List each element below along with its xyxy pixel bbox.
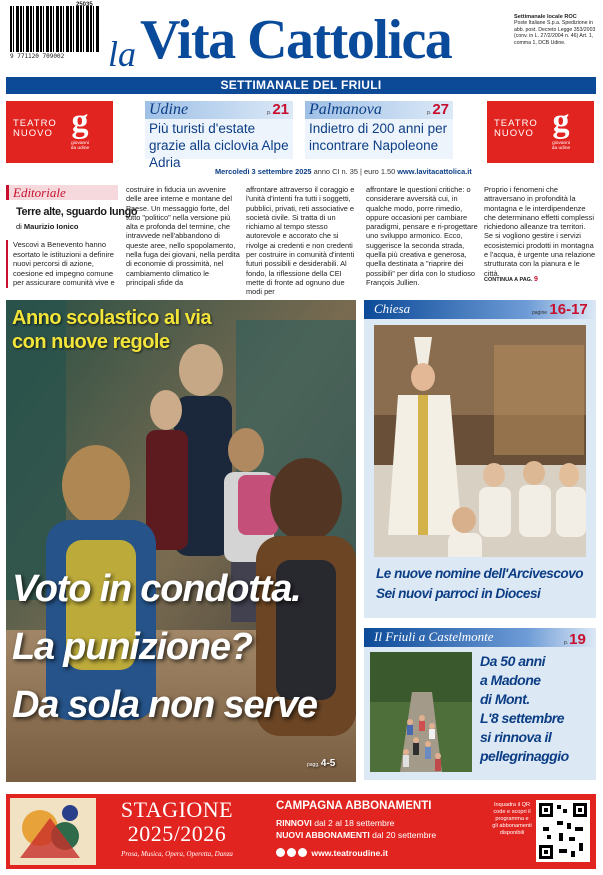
section-page-ref: pagine 16-17: [532, 301, 588, 318]
editorial-title[interactable]: Terre alte, sguardo lungo: [16, 206, 138, 218]
editorial-column-1: Vescovi a Benevento hanno esortato le istituzioni a definire nuovi percorsi di azione, coesione ed impegno comune per assicurare comunità vive e: [6, 240, 120, 288]
barcode: [10, 6, 100, 64]
hero-page-ref: pagg. 4-5: [307, 758, 336, 769]
teaser-text: Indietro di 200 anni per incontrare Napoleone: [305, 119, 453, 159]
teatro-nuovo-ad-left[interactable]: [6, 101, 113, 163]
issue-code: 25035: [76, 2, 93, 8]
section-header: Chiesa: [364, 300, 596, 319]
instagram-icon[interactable]: [276, 848, 285, 857]
teatro-nuovo-ad-right[interactable]: [487, 101, 594, 163]
season-subscription-ad[interactable]: [6, 794, 596, 869]
teaser-udine[interactable]: [145, 101, 293, 170]
hero-kicker: Anno scolastico al via con nuove regole: [12, 307, 212, 353]
pilgrimage-illustration: [370, 652, 472, 772]
editorial-column-5: Proprio i fenomeni che attraversano in profondità la montagna e le interdipendenze che determinano effetti complessi richiedono alleanze tra territori. Se si vogliono gestire i servizi ecosistemici prodotti in montagna e l'acqua, è urgente una relazione strutturata con la pianura e le città.: [484, 185, 596, 278]
teatro-wordmark: TEATRO NUOVO: [13, 118, 57, 139]
campaign-title: CAMPAGNA ABBONAMENTI: [276, 800, 432, 812]
youtube-icon[interactable]: [298, 848, 307, 857]
new-subscriptions-line: NUOVI ABBONAMENTI dal 20 settembre: [276, 830, 437, 840]
dateline: [215, 167, 472, 176]
barcode-number: 9 771120 709002: [10, 53, 65, 60]
newspaper-logo[interactable]: [108, 10, 451, 76]
legal-notice: [514, 14, 600, 46]
qr-code-icon[interactable]: [536, 800, 590, 862]
teatro-wordmark: TEATRO NUOVO: [494, 118, 538, 139]
ad-website[interactable]: www.teatroudine.it: [276, 848, 388, 858]
website-link[interactable]: www.lavitacattolica.it: [397, 167, 472, 176]
editorial-author: di Maurizio Ionico: [16, 222, 79, 231]
logo-prefix: la: [108, 34, 137, 74]
renew-line: RINNOVI dal 2 al 18 settembre: [276, 818, 395, 828]
season-title: STAGIONE 2025/2026 Prosa, Musica, Opera, Operetta, Danza: [120, 797, 234, 858]
issue-info: anno CI n. 35 | euro 1.50: [311, 167, 398, 176]
teatro-g-icon: g giovanni da udine: [70, 103, 90, 152]
teaser-palmanova[interactable]: [305, 101, 453, 159]
archbishop-photo: [374, 325, 586, 557]
logo-main: Vita Cattolica: [140, 9, 452, 71]
editorial-column-4: affrontare le questioni critiche: o considerare avversità cui, in qualche modo, porre rimedio, oppure occasioni per cambiare paradigmi, pensare e ri-progettare uno sviluppo armonico. Ecco, suggerisce la seconda strada, quella più creativa e generosa, quella destinata a "riaprire dei possibili" per dirla con lo studioso François Jullien.: [366, 185, 478, 287]
qr-instructions: Inquadra il QR code e scopri il programma e gli abbonamenti disponibili: [492, 802, 532, 836]
legal-text: Poste Italiane S.p.a. Spedizione in abb. post. Decreto Legge 353/2003 (conv. in L. 27/2/2004 n. 46) Art. 1, comma 1, DCB Udine.: [514, 20, 596, 46]
masthead-subtitle: SETTIMANALE DEL FRIULI: [6, 77, 596, 94]
issue-date: Mercoledì 3 settembre 2025: [215, 167, 312, 176]
chiesa-caption: Le nuove nomine dell'Arcivescovo Sei nuovi parroci in Diocesi: [376, 566, 584, 601]
chiesa-section[interactable]: [364, 300, 596, 618]
legal-title: Settimanale locale ROC: [514, 14, 577, 20]
continue-link[interactable]: CONTINUA A PAG. 9: [484, 276, 538, 283]
archbishop-illustration: [374, 325, 586, 557]
section-header: Il Friuli a Castelmonte: [364, 628, 596, 647]
teaser-page: p.27: [427, 101, 449, 118]
teatro-g-icon: g giovanni da udine: [551, 103, 571, 152]
teaser-label: Udine: [149, 101, 189, 118]
teaser-page: p.21: [267, 101, 289, 118]
ad-artwork: [10, 798, 96, 865]
castelmonte-section[interactable]: [364, 628, 596, 780]
editorial-column-3: affrontare attraverso il coraggio e l'unità d'intenti fra tutti i soggetti, pubblici, privati, reti associative e società civile. Si tratta di un richiamo al tempo stesso autorevole e accorato che si rivolge ai credenti e non credenti per costruire in comunità d'intenti futuri possibili e desiderabili. Al fondo, la riflessione della CEI mette di fronte ad ognuno due modi per: [246, 185, 355, 297]
editorial-column-2: costruire in fiducia un avvenire delle aree interne e montane del Paese. Un messaggio forte, del tutto "politico" nella versione più alta e profonda del termine, che intravvede nell'abbandono di queste aree, nello spopolamento, nella fuga dei giovani, nella perdita di economie di prossimità, nel cambiamento climatico le principali sfide da: [126, 185, 240, 287]
editorial-tag: Editoriale: [6, 185, 118, 200]
section-page-ref: p.19: [564, 631, 586, 648]
teaser-label: Palmanova: [309, 101, 382, 118]
castelmonte-caption: Da 50 anni a Madone di Mont. L'8 settembre si rinnova il pellegrinaggio: [480, 653, 569, 764]
teaser-text: Più turisti d'estate grazie alla ciclovia Alpe Adria: [145, 119, 293, 159]
facebook-icon[interactable]: [287, 848, 296, 857]
hero-headline[interactable]: Voto in condotta. La punizione? Da sola non serve: [12, 568, 317, 726]
pilgrimage-photo: [370, 652, 472, 772]
